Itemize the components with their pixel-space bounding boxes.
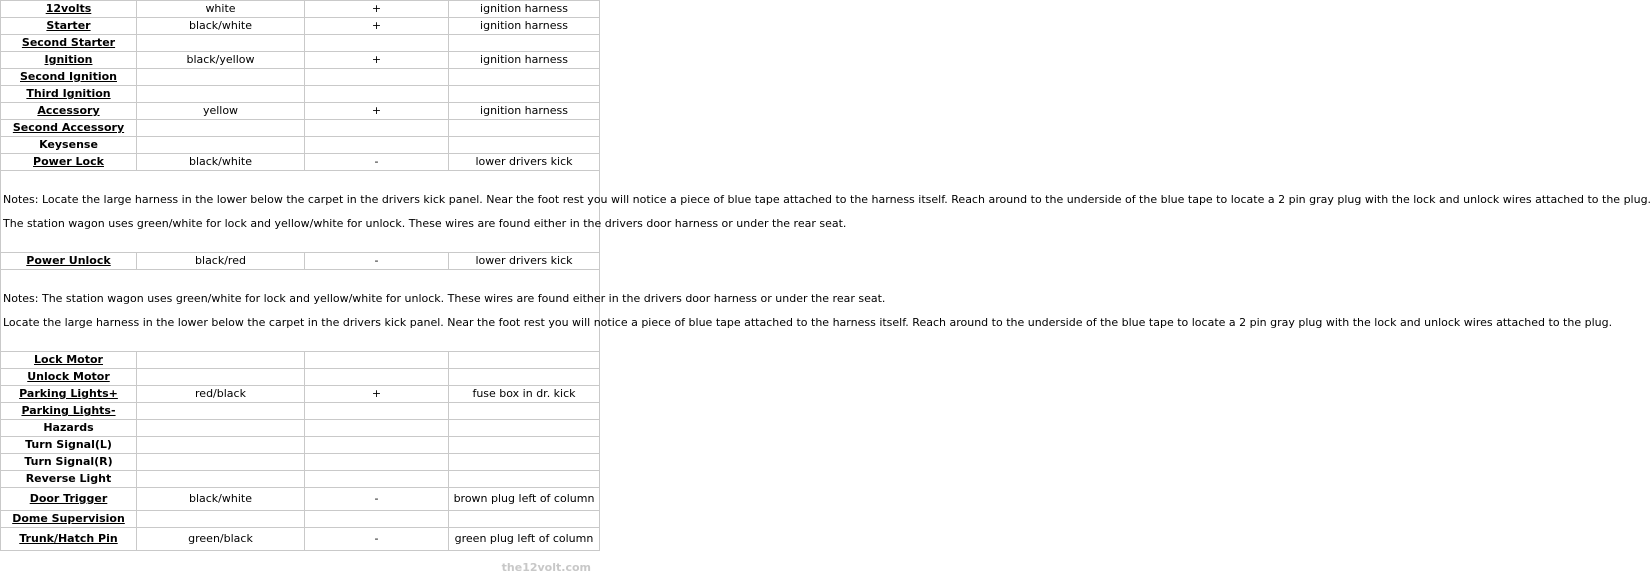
wire-name-link[interactable]: Dome Supervision (1, 511, 137, 528)
wire-color (137, 369, 305, 386)
table-row (1, 454, 600, 471)
wire-location: ignition harness (449, 103, 600, 120)
wire-name: Reverse Light (1, 471, 137, 488)
table-row (1, 69, 600, 86)
wire-color: black/red (137, 253, 305, 270)
wire-polarity (305, 420, 449, 437)
wire-polarity (305, 120, 449, 137)
wire-name-link[interactable]: Second Accessory (1, 120, 137, 137)
wire-polarity (305, 403, 449, 420)
table-row (1, 471, 600, 488)
wire-location (449, 511, 600, 528)
table-row (1, 35, 600, 52)
table-row (1, 528, 600, 551)
wire-color: white (137, 1, 305, 18)
wire-polarity (305, 137, 449, 154)
table-row (1, 86, 600, 103)
wire-location (449, 35, 600, 52)
table-row (1, 137, 600, 154)
wire-name-link[interactable]: Parking Lights- (1, 403, 137, 420)
wire-name-link[interactable]: Trunk/Hatch Pin (1, 528, 137, 551)
wire-name: Turn Signal(L) (1, 437, 137, 454)
wire-polarity: - (305, 488, 449, 511)
wire-name: Hazards (1, 420, 137, 437)
wire-color (137, 69, 305, 86)
wire-name-link[interactable]: Power Lock (1, 154, 137, 171)
wire-polarity (305, 352, 449, 369)
wire-location (449, 420, 600, 437)
wire-color: yellow (137, 103, 305, 120)
wire-location (449, 403, 600, 420)
wire-color (137, 137, 305, 154)
wire-name-link[interactable]: Second Ignition (1, 69, 137, 86)
wire-name-link[interactable]: Starter (1, 18, 137, 35)
wire-color: black/white (137, 18, 305, 35)
wire-location: ignition harness (449, 18, 600, 35)
wire-polarity (305, 511, 449, 528)
wire-polarity: + (305, 1, 449, 18)
wire-color (137, 352, 305, 369)
wire-polarity: + (305, 103, 449, 120)
wire-color (137, 86, 305, 103)
table-row (1, 18, 600, 35)
wire-location: green plug left of column (449, 528, 600, 551)
wire-polarity (305, 454, 449, 471)
wire-polarity: + (305, 386, 449, 403)
wire-color (137, 454, 305, 471)
wire-polarity (305, 35, 449, 52)
wire-location (449, 352, 600, 369)
wire-polarity: + (305, 18, 449, 35)
wire-name-link[interactable]: Power Unlock (1, 253, 137, 270)
notes-paragraph: Locate the large harness in the lower below the carpet in the drivers kick panel. Near the foot rest you will notice a piece of blue tape attached to the harness itself. Reach around to the underside of the blue tape to locate a 2 pin gray plug with the lock and unlock wires attached to the plug. (3, 315, 1613, 329)
table-row (1, 120, 600, 137)
wire-name-link[interactable]: 12volts (1, 1, 137, 18)
wire-polarity (305, 437, 449, 454)
wire-location (449, 69, 600, 86)
wire-polarity (305, 69, 449, 86)
table-row (1, 1, 600, 18)
notes-paragraph: Notes: Locate the large harness in the lower below the carpet in the drivers kick panel. Near the foot rest you will notice a piece of blue tape attached to the harness itself. Reach around to the underside of the blue tape to locate a 2 pin gray plug with the lock and unlock wires attached to the plug. (3, 192, 1651, 206)
wire-name: Turn Signal(R) (1, 454, 137, 471)
wire-location: lower drivers kick (449, 154, 600, 171)
table-row (1, 403, 600, 420)
wire-color (137, 35, 305, 52)
wire-location: fuse box in dr. kick (449, 386, 600, 403)
table-row (1, 369, 600, 386)
wire-color: green/black (137, 528, 305, 551)
wire-polarity: + (305, 52, 449, 69)
notes-cell (1, 270, 1613, 352)
wire-location (449, 437, 600, 454)
wire-color (137, 437, 305, 454)
wire-polarity: - (305, 253, 449, 270)
wire-location: ignition harness (449, 52, 600, 69)
wire-location (449, 86, 600, 103)
wire-color: black/yellow (137, 52, 305, 69)
table-row (1, 420, 600, 437)
wire-color (137, 511, 305, 528)
wire-name-link[interactable]: Parking Lights+ (1, 386, 137, 403)
table-row (1, 253, 600, 270)
notes-row (1, 171, 600, 253)
watermark: the12volt.com (501, 561, 591, 574)
wire-color (137, 420, 305, 437)
table-row (1, 386, 600, 403)
wire-location (449, 369, 600, 386)
table-row (1, 154, 600, 171)
table-row (1, 511, 600, 528)
notes-paragraph: The station wagon uses green/white for lock and yellow/white for unlock. These wires are found either in the drivers door harness or under the rear seat. (3, 216, 847, 230)
wire-name-link[interactable]: Unlock Motor (1, 369, 137, 386)
table-row (1, 103, 600, 120)
wire-location (449, 471, 600, 488)
table-row (1, 488, 600, 511)
wire-polarity: - (305, 528, 449, 551)
notes-paragraph: Notes: The station wagon uses green/white for lock and yellow/white for unlock. These wires are found either in the drivers door harness or under the rear seat. (3, 291, 886, 305)
table-row (1, 352, 600, 369)
wire-name-link[interactable]: Lock Motor (1, 352, 137, 369)
wire-name-link[interactable]: Ignition (1, 52, 137, 69)
wire-color (137, 471, 305, 488)
wire-location: ignition harness (449, 1, 600, 18)
wire-location (449, 454, 600, 471)
wire-name: Keysense (1, 137, 137, 154)
wire-polarity (305, 369, 449, 386)
wire-color: red/black (137, 386, 305, 403)
notes-cell (1, 171, 1651, 253)
wire-name-link[interactable]: Third Ignition (1, 86, 137, 103)
wire-name-link[interactable]: Accessory (1, 103, 137, 120)
wire-location: lower drivers kick (449, 253, 600, 270)
wire-name-link[interactable]: Second Starter (1, 35, 137, 52)
wire-polarity (305, 471, 449, 488)
wire-color: black/white (137, 154, 305, 171)
wire-polarity (305, 86, 449, 103)
wire-polarity: - (305, 154, 449, 171)
wire-color (137, 120, 305, 137)
wire-name-link[interactable]: Door Trigger (1, 488, 137, 511)
wire-location (449, 120, 600, 137)
wire-color (137, 403, 305, 420)
table-row (1, 437, 600, 454)
wire-color: black/white (137, 488, 305, 511)
notes-row (1, 270, 600, 352)
wire-location (449, 137, 600, 154)
wire-location: brown plug left of column (449, 488, 600, 511)
table-row (1, 52, 600, 69)
